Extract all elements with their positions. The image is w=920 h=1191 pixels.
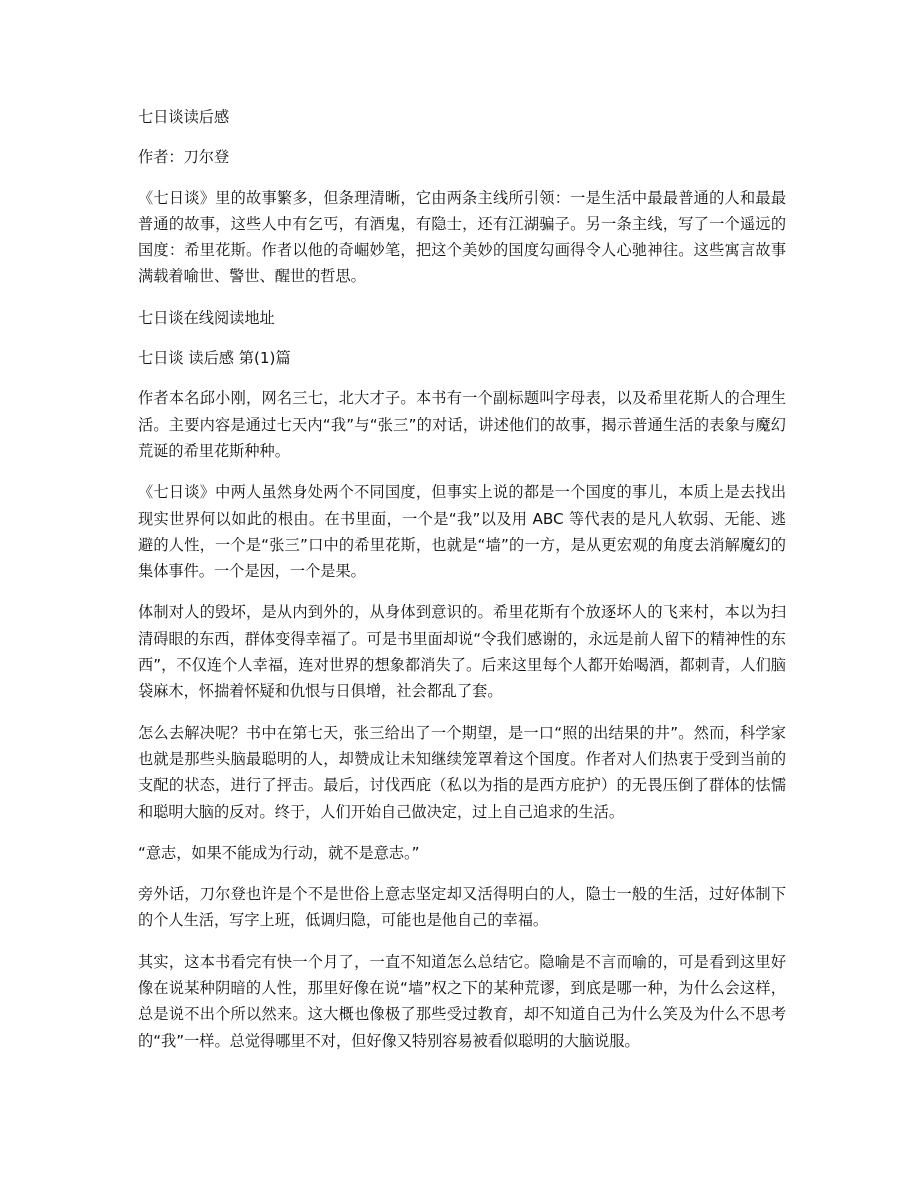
paragraph-system-damage: 体制对人的毁坏，是从内到外的，从身体到意识的。希里花斯有个放逐坏人的飞来村，本以为扫清碍眼的东西，群体变得幸福了。可是书里面却说“令我们感谢的，永远是前人留下的精神性的东西”，不仅连个人幸福，连对世界的想象都消失了。后来这里每个人都开始喝酒，都刺青，人们脑袋麻木，怀揣着怀疑和仇恨与日俱增，社会都乱了套。: [138, 603, 786, 701]
document-page: [138, 104, 786, 1069]
document-title: 七日谈读后感: [138, 108, 230, 126]
paragraph-reflection: 其实，这本书看完有快一个月了，一直不知道怎么总结它。隐喻是不言而喻的，可是看到这里好像在说某种阴暗的人性，那里好像在说“墙”权之下的某种荒谬，到底是哪一种，为什么会这样，总是说不出个所以然来。这大概也像极了那些受过教育，却不知道自己为什么笑及为什么不思考的“我”一样。总觉得哪里不对，但好像又特别容易被看似聪明的大脑说服。: [138, 952, 786, 1050]
paragraph-quote: “意志，如果不能成为行动，就不是意志。”: [138, 843, 420, 862]
paragraph-aside: 旁外话，刀尔登也许是个不是世俗上意志坚定却又活得明白的人，隐士一般的生活，过好体制下的个人生活，写字上班，低调归隐，可能也是他自己的幸福。: [138, 885, 786, 930]
paragraph-summary: 《七日谈》里的故事繁多，但条理清晰，它由两条主线所引领：一是生活中最最普通的人和最最普通的故事，这些人中有乞丐，有酒鬼，有隐士，还有江湖骗子。另一条主线，写了一个遥远的国度：希里花斯。作者以他的奇崛妙笔，把这个美妙的国度勾画得令人心驰神往。这些寓言故事满载着喻世、警世、醒世的哲思。: [138, 188, 786, 286]
author-line: 作者：刀尔登: [138, 148, 230, 167]
paragraph-two-countries: 《七日谈》中两人虽然身处两个不同国度，但事实上说的都是一个国度的事儿，本质上是去找出现实世界何以如此的根由。在书里面，一个是“我”以及用 ABC 等代表的是凡人软弱、无能、逃避的人性，一个是“张三”口中的希里花斯，也就是“墙”的一方，是从更宏观的角度去消解魔幻的集体事件。一个是因，一个是果。: [138, 483, 786, 581]
online-reading-heading: 七日谈在线阅读地址: [138, 308, 275, 327]
review-section-heading: 七日谈 读后感 第(1)篇: [138, 349, 291, 368]
paragraph-author-intro: 作者本名邱小刚，网名三七，北大才子。本书有一个副标题叫字母表，以及希里花斯人的合理生活。主要内容是通过七天内“我”与“张三”的对话，讲述他们的故事，揭示普通生活的表象与魔幻荒诞的希里花斯种种。: [138, 389, 786, 460]
paragraph-solution: 怎么去解决呢？书中在第七天，张三给出了一个期望，是一口“照的出结果的井”。然而，科学家也就是那些头脑最聪明的人，却赞成让未知继续笼罩着这个国度。作者对人们热衷于受到当前的支配的状态，进行了抨击。最后，讨伐西庇（私以为指的是西方庇护）的无畏压倒了群体的怯懦和聪明大脑的反对。终于，人们开始自己做决定，过上自己追求的生活。: [138, 723, 786, 821]
